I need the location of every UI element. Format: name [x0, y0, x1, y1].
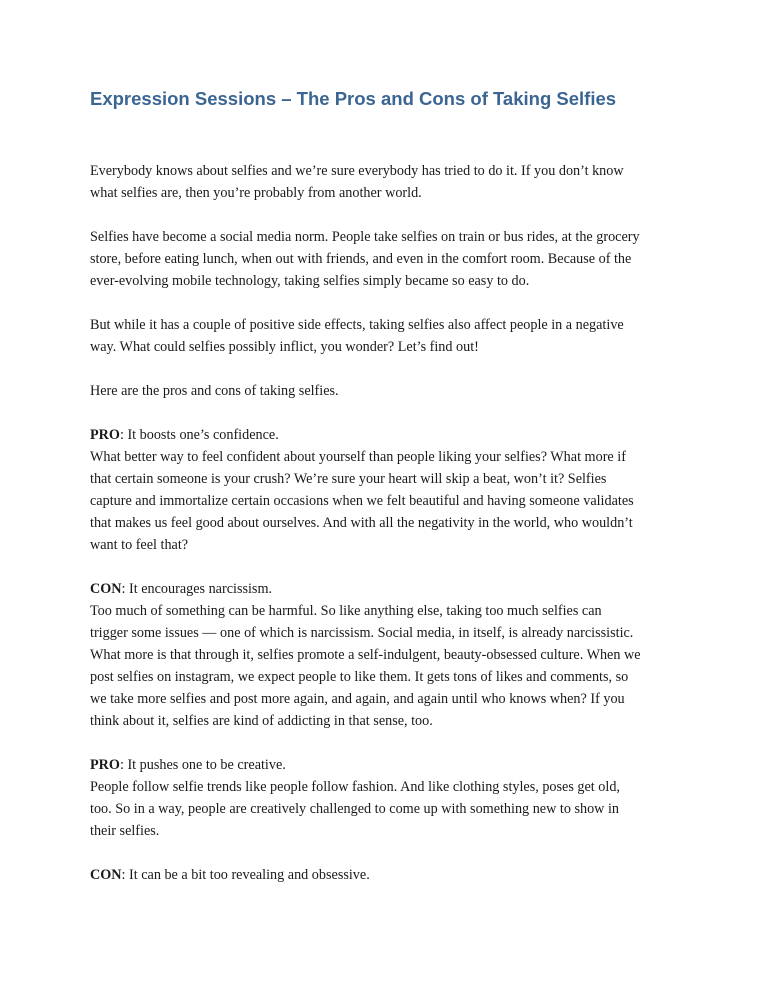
- pro-label: PRO: [90, 757, 120, 773]
- text-line: think about it, selfies are kind of addicting in that sense, too.: [90, 713, 433, 729]
- document-title: Expression Sessions – The Pros and Cons of Taking Selfies: [90, 88, 617, 109]
- text-line: too. So in a way, people are creatively challenged to come up with something new to show in: [90, 801, 620, 817]
- section-heading: [90, 424, 690, 446]
- text-line: What more is that through it, selfies promote a self-indulgent, beauty-obsessed culture. When we: [90, 647, 641, 663]
- intro-paragraph: [90, 380, 690, 402]
- text-line: ever-evolving mobile technology, taking selfies simply became so easy to do.: [90, 273, 530, 289]
- con-label: CON: [90, 867, 122, 883]
- intro-paragraph: [90, 314, 690, 358]
- text-line: that makes us feel good about ourselves. And with all the negativity in the world, who wouldn’t: [90, 515, 633, 531]
- text-line: capture and immortalize certain occasions when we felt beautiful and having someone validates: [90, 493, 634, 509]
- con-section: [90, 578, 690, 732]
- text-line: Here are the pros and cons of taking selfies.: [90, 383, 339, 399]
- text-line: want to feel that?: [90, 537, 189, 553]
- section-heading: [90, 754, 690, 776]
- con-section: [90, 864, 690, 886]
- pro-section: [90, 754, 690, 842]
- text-line: What better way to feel confident about yourself than people liking your selfies? What more if: [90, 449, 626, 465]
- text-line: way. What could selfies possibly inflict, you wonder? Let’s find out!: [90, 339, 479, 355]
- section-heading-text: : It pushes one to be creative.: [119, 757, 286, 773]
- text-line: what selfies are, then you’re probably from another world.: [90, 185, 422, 201]
- section-heading-text: : It can be a bit too revealing and obsessive.: [121, 867, 370, 883]
- text-line: But while it has a couple of positive side effects, taking selfies also affect people in a negative: [90, 317, 624, 333]
- con-label: CON: [90, 581, 122, 597]
- section-heading: [90, 864, 690, 886]
- section-heading-text: : It boosts one’s confidence.: [119, 427, 279, 443]
- intro-paragraph: [90, 226, 690, 292]
- section-heading-text: : It encourages narcissism.: [121, 581, 273, 597]
- text-line: Selfies have become a social media norm. People take selfies on train or bus rides, at the grocery: [90, 229, 640, 245]
- text-line: Everybody knows about selfies and we’re sure everybody has tried to do it. If you don’t know: [90, 163, 624, 179]
- section-heading: [90, 578, 690, 600]
- intro-paragraph: [90, 160, 690, 204]
- document-body: [90, 160, 690, 908]
- text-line: their selfies.: [90, 823, 160, 839]
- text-line: People follow selfie trends like people follow fashion. And like clothing styles, poses get old,: [90, 779, 620, 795]
- pro-label: PRO: [90, 427, 120, 443]
- text-line: that certain someone is your crush? We’re sure your heart will skip a beat, won’t it? Selfies: [90, 471, 607, 487]
- text-line: we take more selfies and post more again, and again, and again until who knows when? If you: [90, 691, 625, 707]
- text-line: trigger some issues — one of which is narcissism. Social media, in itself, is already narcissistic.: [90, 625, 634, 641]
- text-line: store, before eating lunch, when out with friends, and even in the comfort room. Because of the: [90, 251, 632, 267]
- text-line: post selfies on instagram, we expect people to like them. It gets tons of likes and comments, so: [90, 669, 629, 685]
- pro-section: [90, 424, 690, 556]
- text-line: Too much of something can be harmful. So like anything else, taking too much selfies can: [90, 603, 602, 619]
